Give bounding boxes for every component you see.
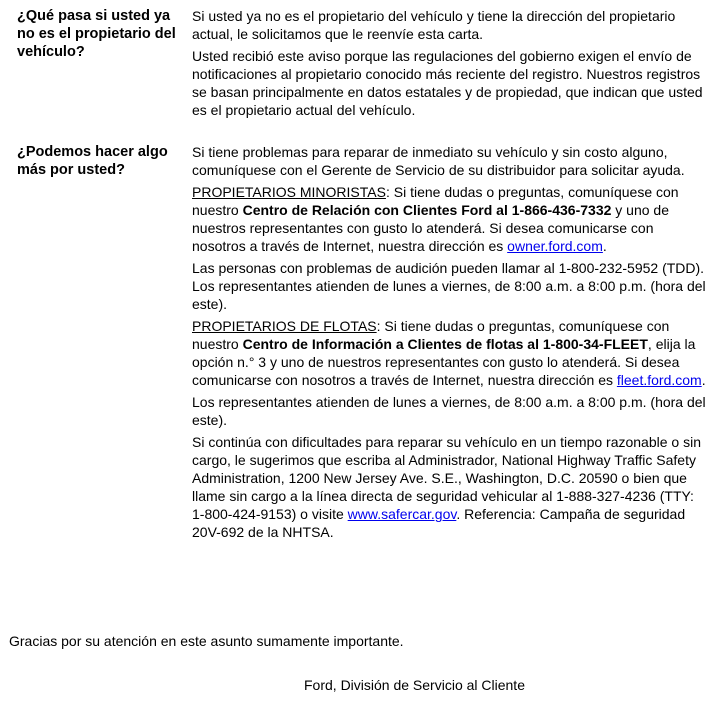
dealer-help-paragraph: Si tiene problemas para reparar de inmediato su vehículo y sin costo alguno, comuníquese con el Gerente de Servicio de su distribuidor para solicitar ayuda. — [192, 144, 685, 178]
forward-letter-paragraph: Si usted ya no es el propietario del vehículo y tiene la dirección del propietario actual, le solicitamos que le reenvíe esta carta. — [192, 8, 676, 42]
nhtsa-text-a: Si continúa con dificultades para reparar su vehículo en un tiempo razonable o sin cargo, le sugerimos que escriba al Administrador, National Highway Traffic Safety Administration, 1200 New Jersey Ave. S.E., Washington, D.C. 20590 o bien que llame sin cargo a la línea directa de seguridad vehicular al 1-888-327-4236 (TTY: 1-800-424-9153) o visite — [192, 434, 701, 522]
fleet-owners-heading: PROPIETARIOS DE FLOTAS — [192, 318, 377, 334]
section-label-more-help: ¿Podemos hacer algo más por usted? — [17, 144, 168, 178]
section-label-previous-owner: ¿Qué pasa si usted ya no es el propietario del vehículo? — [17, 8, 176, 60]
retail-text-b: y uno de nuestros representantes con gusto lo atenderá. Si desea comunicarse con nosotros a través de Internet, nuestra dirección es — [192, 202, 669, 254]
retail-text-a: : Si tiene dudas o preguntas, comuníquese con nuestro — [192, 184, 679, 218]
fleet-owners-paragraph — [192, 317, 706, 389]
signature-line: Ford, División de Servicio al Cliente — [304, 677, 525, 693]
fleet-text-a: : Si tiene dudas o preguntas, comuníquese con nuestro — [192, 318, 670, 352]
nhtsa-paragraph — [192, 433, 706, 541]
section-content-previous-owner — [192, 7, 706, 123]
fleet-phone-center: Centro de Información a Clientes de flotas al 1-800-34-FLEET — [242, 336, 648, 352]
nhtsa-text-b: . Referencia: Campaña de seguridad 20V-692 de la NHTSA. — [192, 506, 686, 540]
hours-paragraph: Los representantes atienden de lunes a viernes, de 8:00 a.m. a 8:00 p.m. (hora del este). — [192, 394, 706, 428]
section-content-more-help — [192, 143, 706, 545]
fleet-ford-link[interactable]: fleet.ford.com — [616, 372, 702, 388]
owner-ford-link[interactable]: owner.ford.com — [507, 238, 603, 254]
tdd-paragraph: Las personas con problemas de audición pueden llamar al 1-800-232-5952 (TDD). Los representantes atienden de lunes a viernes, de 8:00 a.m. a 8:00 p.m. (hora del este). — [192, 260, 706, 312]
closing-line: Gracias por su atención en este asunto sumamente importante. — [9, 633, 404, 649]
safercar-link[interactable]: www.safercar.gov — [347, 506, 457, 522]
retail-owners-paragraph — [192, 183, 706, 255]
fleet-text-end: . — [701, 372, 706, 388]
retail-owners-heading: PROPIETARIOS MINORISTAS — [192, 184, 386, 200]
notice-reason-paragraph: Usted recibió este aviso porque las regulaciones del gobierno exigen el envío de notificaciones al propietario conocido más reciente del registro. Nuestros registros se basan principalmente en datos estatales y de propiedad, que indican que usted es el propietario actual del vehículo. — [192, 48, 703, 118]
retail-phone-center: Centro de Relación con Clientes Ford al 1-866-436-7332 — [242, 202, 612, 218]
retail-text-end: . — [602, 238, 607, 254]
fleet-text-b: , elija la opción n.° 3 y uno de nuestros representantes con gusto lo atenderá. Si desea comunicarse con nosotros a través de Internet, nuestra dirección es — [192, 336, 696, 388]
